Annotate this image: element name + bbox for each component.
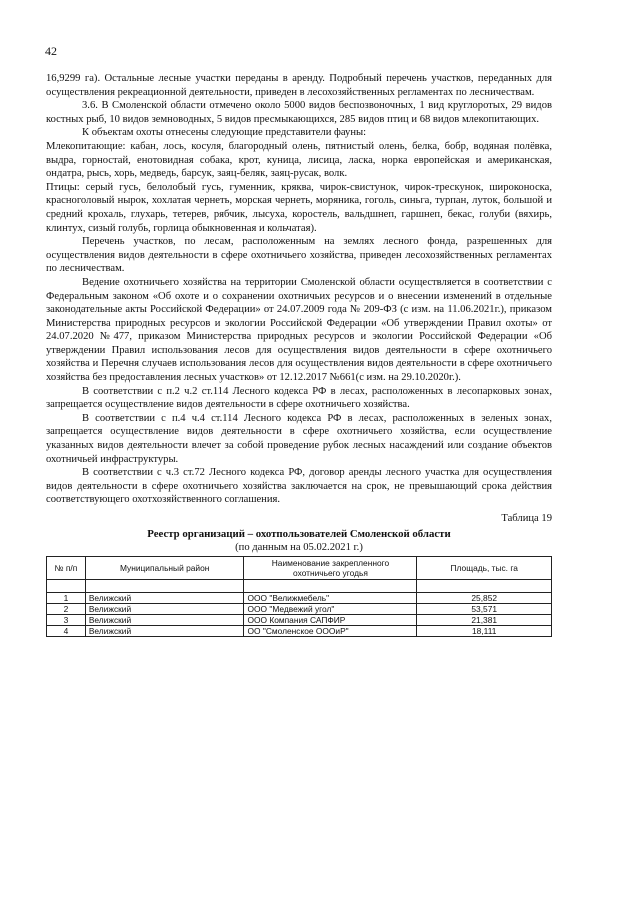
table-spacer-row <box>47 579 552 592</box>
paragraph: В соответствии с п.4 ч.4 ст.114 Лесного кодекса РФ в лесах, расположенных в зеленых зонах, запрещается осуществление видов деятельности в сфере охотничьего хозяйства, если осуществление указанных видов деятельности влечет за собой проведение рубок лесных насаждений или создание объектов охотничьей инфраструктуры. <box>46 412 552 465</box>
table-subtitle: (по данным на 05.02.2021 г.) <box>235 542 363 554</box>
header-number: № п/п <box>47 556 86 579</box>
header-hunting-ground: Наименование закрепленного охотничьего угодья <box>244 556 417 579</box>
cell-district: Велижский <box>85 603 244 614</box>
paragraph: 3.6. В Смоленской области отмечено около 5000 видов беспозвоночных, 1 вид круглоротых, 29 видов костных рыб, 10 видов земноводных, 5 видов пресмыкающихся, 285 видов птиц и 68 видов млекопитающих. <box>46 100 552 125</box>
paragraph: Перечень участков, по лесам, расположенным на землях лесного фонда, разрешенных для осуществления видов деятельности в сфере охотничьего хозяйства, приведен лесохозяйственных регламентах по лесничествам. <box>46 236 552 275</box>
cell-number: 3 <box>47 614 86 625</box>
table-row <box>47 592 552 603</box>
page-number: 42 <box>45 44 57 58</box>
paragraph: К объектам охоты отнесены следующие представители фауны: <box>82 127 367 139</box>
table-row <box>47 603 552 614</box>
cell-area: 21,381 <box>417 614 552 625</box>
cell-area: 25,852 <box>417 592 552 603</box>
paragraph: Ведение охотничьего хозяйства на территории Смоленской области осуществляется в соответствии с Федеральным законом «Об охоте и о сохранении охотничьих ресурсов и о внесении изменений в отдельные законодательные акты Российской Федерации» от 24.07.2009 года № 209-ФЗ (с изм. на 11.06.2021г.), приказом Министерства природных ресурсов и экологии Российской Федерации «Об утверждении Правил охоты» от 24.07.2020 №477, приказом Министерства природных ресурсов и экологии Российской Федерации «Об утверждении Правил использования лесов для осуществления видов деятельности в сфере охотничьего хозяйства и Перечня случаев использования лесов для осуществления видов деятельности в сфере охотничьего хозяйства без предоставления лесных участков» от 12.12.2017 №661(с изм. на 29.10.2020г.). <box>46 276 552 384</box>
header-area: Площадь, тыс. га <box>417 556 552 579</box>
header-district: Муниципальный район <box>85 556 244 579</box>
cell-hunting-ground: ООО "Велижмебель" <box>244 592 417 603</box>
table-title: Реестр организаций – охотпользователей Смоленской области <box>147 527 451 540</box>
table-row <box>47 614 552 625</box>
cell-number: 4 <box>47 625 86 636</box>
paragraph-birds: Птицы: серый гусь, белолобый гусь, гуменник, кряква, чирок-свистунок, чирок-трескунок, широконоска, красноголовый нырок, хохлатая чернеть, морская чернеть, моряника, гоголь, синьга, турпан, луток, большой и средний крохаль, глухарь, тетерев, рябчик, лысуха, коростель, вальдшнеп, гаршнеп, бекас, голуби (вяхирь, клинтух, сизый голубь, горлица обыкновенная и кольчатая). <box>46 181 552 234</box>
paragraph: 16,9299 га). Остальные лесные участки переданы в аренду. Подробный перечень участков, переданных для осуществления рекреационной деятельности, приведен в лесохозяйственных регламентах по лесничествам. <box>46 73 552 98</box>
cell-number: 2 <box>47 603 86 614</box>
paragraph: В соответствии с ч.3 ст.72 Лесного кодекса РФ, договор аренды лесного участка для осуществления видов деятельности в сфере охотничьего хозяйства заключается на срок, не превышающий срока действия соответствующего охотхозяйственного соглашения. <box>46 467 552 506</box>
cell-hunting-ground: ООО "Медвежий угол" <box>244 603 417 614</box>
document-body <box>46 72 552 637</box>
cell-district: Велижский <box>85 625 244 636</box>
cell-hunting-ground: ООО Компания САПФИР <box>244 614 417 625</box>
cell-district: Велижский <box>85 614 244 625</box>
table-label: Таблица 19 <box>501 513 552 524</box>
paragraph: В соответствии с п.2 ч.2 ст.114 Лесного кодекса РФ в лесах, расположенных в лесопарковых зонах, запрещается осуществление видов деятельности в сфере охотничьего хозяйства. <box>46 385 552 411</box>
cell-hunting-ground: ОО "Смоленское ОООиР" <box>244 625 417 636</box>
cell-number: 1 <box>47 592 86 603</box>
cell-district: Велижский <box>85 592 244 603</box>
table-row <box>47 625 552 636</box>
cell-area: 53,571 <box>417 603 552 614</box>
paragraph-mammals: Млекопитающие: кабан, лось, косуля, благородный олень, пятнистый олень, белка, бобр, водяная полёвка, выдра, горностай, енотовидная собака, крот, куница, лисица, ласка, норка европейская и американская, ондатра, рысь, хорь, медведь, барсук, заяц-беляк, заяц-русак, волк. <box>46 140 552 180</box>
table-header-row <box>47 556 552 579</box>
cell-area: 18,111 <box>417 625 552 636</box>
registry-table <box>46 556 552 637</box>
